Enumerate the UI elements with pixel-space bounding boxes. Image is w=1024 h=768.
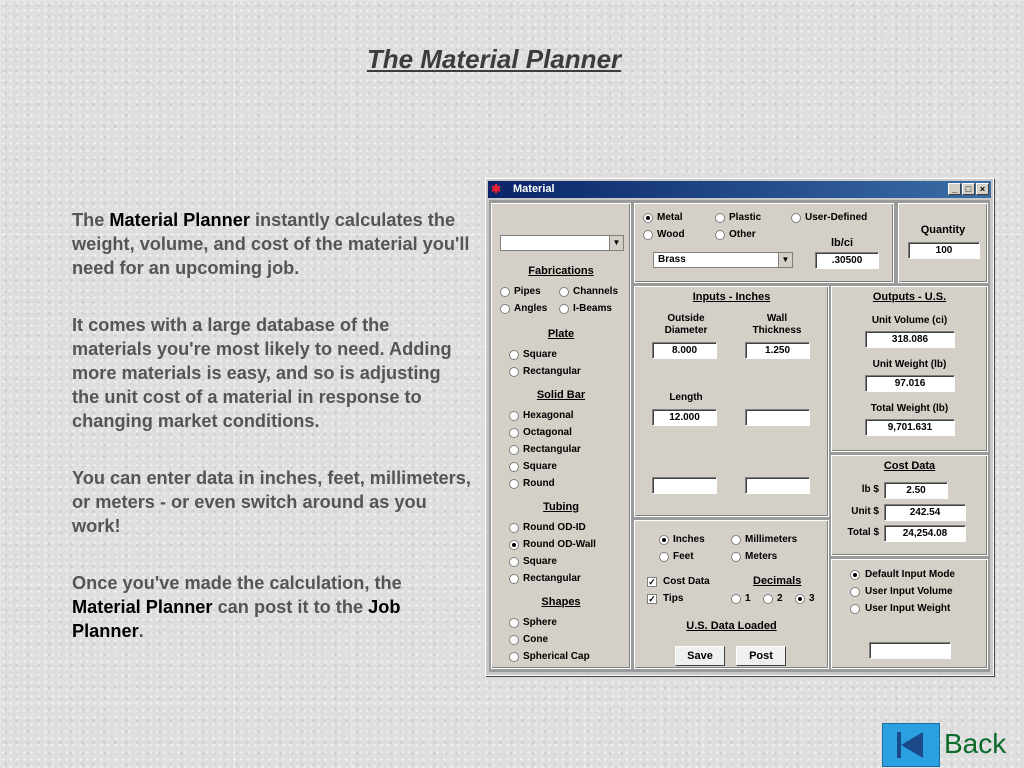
radio-inches[interactable] [659,535,669,545]
density-label: lb/ci [831,237,854,249]
cost-data-checkbox[interactable]: ✓ [648,577,656,587]
tips-checkbox[interactable]: ✓ [648,594,656,604]
back-arrow-icon [901,732,923,758]
label-tube-square: Square [523,556,557,567]
unit-weight-field: 97.016 [865,375,955,392]
radio-tube-rectangular[interactable] [509,574,519,584]
plate-header: Plate [547,328,575,340]
radio-round-od-wall[interactable] [509,540,519,550]
decimals-header: Decimals [753,575,802,587]
label-decimals-3: 3 [809,593,815,604]
radio-round[interactable] [509,479,519,489]
density-field[interactable]: .30500 [815,252,879,269]
radio-channels[interactable] [559,287,569,297]
radio-user-input-weight[interactable] [850,604,860,614]
window-title: Material [513,183,555,195]
material-select[interactable]: Brass ▼ [653,252,793,268]
paragraph-1: The Material Planner instantly calculates the weight, volume, and cost of the material you'll need for an upcoming job. [72,210,470,278]
units-panel [634,520,829,669]
lb-cost-field[interactable]: 2.50 [884,482,948,499]
quantity-label: Quantity [920,224,966,236]
page-title: The Material Planner [366,44,622,74]
radio-cone[interactable] [509,635,519,645]
length-label: Length [669,392,703,403]
cost-data-label: Cost Data [663,576,710,587]
window-titlebar[interactable] [488,181,991,198]
radio-plate-rectangular[interactable] [509,367,519,377]
window-client [489,200,990,672]
back-button[interactable] [882,723,940,767]
radio-decimals-3[interactable] [795,594,805,604]
radio-tube-square[interactable] [509,557,519,567]
extra-input-2[interactable] [652,477,717,494]
wall-thickness-field[interactable]: 1.250 [745,342,810,359]
save-button[interactable]: Save [675,646,725,666]
radio-spherical-cap[interactable] [509,652,519,662]
radio-angles[interactable] [500,304,510,314]
cost-panel [831,455,988,556]
shape-selector[interactable] [500,235,624,251]
label-meters: Meters [745,551,778,562]
label-decimals-1: 1 [745,593,751,604]
input-mode-panel [831,559,988,669]
radio-wood[interactable] [643,230,653,240]
inputs-header: Inputs - Inches [692,291,771,303]
tips-label: Tips [663,593,684,604]
inputs-panel [634,286,829,517]
label-sphere: Sphere [523,617,557,628]
label-pipes: Pipes [514,286,541,297]
unit-cost-field: 242.54 [884,504,966,521]
back-link[interactable]: Back [944,728,1007,759]
label-bar-rectangular: Rectangular [523,444,581,455]
label-inches: Inches [673,534,705,545]
app-icon: ✱ [491,182,502,196]
extra-input-3[interactable] [745,477,810,494]
minimize-button[interactable]: _ [948,183,961,195]
radio-sphere[interactable] [509,618,519,628]
description [72,208,472,676]
label-bar-square: Square [523,461,557,472]
radio-octagonal[interactable] [509,428,519,438]
chevron-down-icon[interactable]: ▼ [609,236,623,250]
label-wood: Wood [657,229,685,240]
radio-hexagonal[interactable] [509,411,519,421]
label-round: Round [523,478,555,489]
paragraph-2: It comes with a large database of the materials you're most likely to need. Adding more materials is easy, and so is adjusting the unit cost of a material in response to changing market conditions. [72,315,452,431]
paragraph-4: Once you've made the calculation, the Material Planner can post it to the Job Planner. [72,573,402,641]
label-cone: Cone [523,634,548,645]
total-cost-label: Total $ [847,527,879,538]
unit-weight-label: Unit Weight (lb) [872,359,947,370]
input-mode-field[interactable] [869,642,951,659]
post-button[interactable]: Post [736,646,786,666]
radio-feet[interactable] [659,552,669,562]
label-plastic: Plastic [729,212,762,223]
label-metal: Metal [657,212,683,223]
label-plate-square: Square [523,349,557,360]
radio-decimals-1[interactable] [731,594,741,604]
radio-bar-square[interactable] [509,462,519,472]
radio-plate-square[interactable] [509,350,519,360]
radio-other[interactable] [715,230,725,240]
radio-bar-rectangular[interactable] [509,445,519,455]
diameter-label-2: Diameter [664,325,708,336]
radio-millimeters[interactable] [731,535,741,545]
label-user-input-weight: User Input Weight [865,603,951,614]
unit-volume-label: Unit Volume (ci) [871,315,948,326]
radio-plastic[interactable] [715,213,725,223]
label-feet: Feet [673,551,694,562]
total-weight-label: Total Weight (lb) [870,403,949,414]
radio-user-defined[interactable] [791,213,801,223]
label-tube-rectangular: Rectangular [523,573,581,584]
close-button[interactable]: × [976,183,989,195]
outside-diameter-field[interactable]: 8.000 [652,342,717,359]
data-status: U.S. Data Loaded [686,620,777,632]
outputs-header: Outputs - U.S. [872,291,947,303]
label-decimals-2: 2 [777,593,783,604]
length-field[interactable]: 12.000 [652,409,717,426]
extra-input-1[interactable] [745,409,810,426]
label-millimeters: Millimeters [745,534,798,545]
label-hexagonal: Hexagonal [523,410,574,421]
radio-decimals-2[interactable] [763,594,773,604]
outputs-panel [831,286,988,452]
label-plate-rectangular: Rectangular [523,366,581,377]
radio-default-input-mode[interactable] [850,570,860,580]
radio-i-beams[interactable] [559,304,569,314]
label-default-input-mode: Default Input Mode [865,569,955,580]
radio-user-input-volume[interactable] [850,587,860,597]
quantity-field[interactable]: 100 [908,242,980,259]
paragraph-3: You can enter data in inches, feet, millimeters, or meters - or even switch around as you work! [72,468,471,536]
total-cost-field: 24,254.08 [884,525,966,542]
label-spherical-cap: Spherical Cap [523,651,590,662]
radio-round-od-id[interactable] [509,523,519,533]
chevron-down-icon[interactable]: ▼ [778,253,792,267]
fabrications-header: Fabrications [528,265,594,277]
outside-label-1: Outside [667,313,705,324]
radio-pipes[interactable] [500,287,510,297]
unit-volume-field: 318.086 [865,331,955,348]
radio-metal[interactable] [643,213,653,223]
shape-panel [491,203,631,669]
thickness-label-2: Thickness [752,325,802,336]
tubing-header: Tubing [543,501,579,513]
material-window [485,178,994,676]
wall-label-1: Wall [766,313,788,324]
solid-bar-header: Solid Bar [536,389,586,401]
maximize-button[interactable]: □ [962,183,975,195]
cost-header: Cost Data [883,460,936,472]
label-user-input-volume: User Input Volume [865,586,953,597]
shapes-header: Shapes [541,596,581,608]
label-round-od-wall: Round OD-Wall [523,539,596,550]
label-user-defined: User-Defined [805,212,868,223]
quantity-panel [898,203,988,283]
label-channels: Channels [573,286,619,297]
label-angles: Angles [514,303,548,314]
lb-cost-label: lb $ [861,484,879,495]
material-type-panel [634,203,894,283]
unit-cost-label: Unit $ [851,506,879,517]
radio-meters[interactable] [731,552,741,562]
label-other: Other [729,229,756,240]
total-weight-field: 9,701.631 [865,419,955,436]
label-octagonal: Octagonal [523,427,572,438]
label-round-od-id: Round OD-ID [523,522,586,533]
label-i-beams: I-Beams [573,303,612,314]
